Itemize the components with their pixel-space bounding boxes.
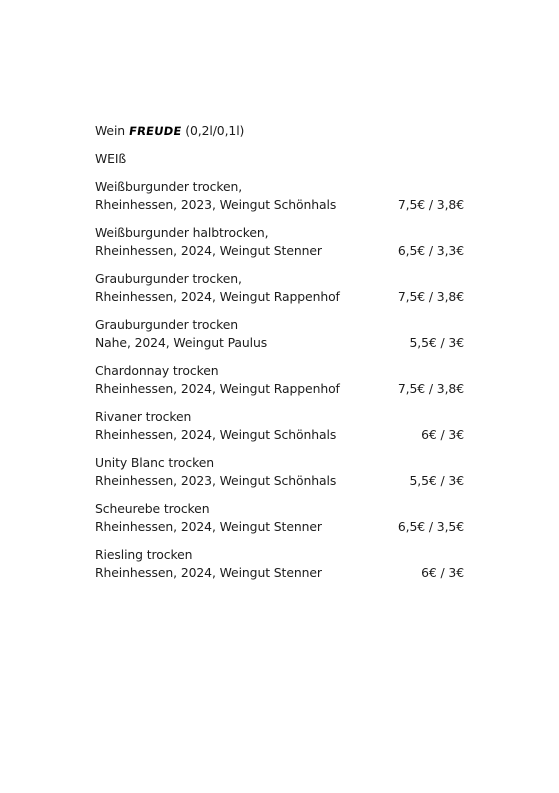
wine-price: 6€ / 3€ xyxy=(421,565,464,580)
wine-name: Grauburgunder trocken xyxy=(95,317,239,332)
wine-origin: Rheinhessen, 2024, Weingut Rappenhof xyxy=(95,381,340,396)
wine-origin-row xyxy=(95,242,464,260)
wine-price: 6,5€ / 3,5€ xyxy=(397,519,464,534)
wine-origin-row xyxy=(95,426,464,444)
wine-item xyxy=(95,224,464,260)
wine-item xyxy=(95,408,464,444)
wine-origin: Rheinhessen, 2023, Weingut Schönhals xyxy=(95,473,337,488)
wine-item xyxy=(95,178,464,214)
heading-sizes: (0,2l/0,1l) xyxy=(185,123,245,138)
wine-origin: Rheinhessen, 2024, Weingut Schönhals xyxy=(95,427,337,442)
wine-item xyxy=(95,316,464,352)
wine-origin-row xyxy=(95,196,464,214)
wine-origin-row xyxy=(95,288,464,306)
wine-price: 7,5€ / 3,8€ xyxy=(397,197,464,212)
wine-origin-row xyxy=(95,564,464,582)
brand-logo: FREUDE xyxy=(127,124,183,138)
wine-list xyxy=(95,178,464,582)
wine-price: 7,5€ / 3,8€ xyxy=(397,381,464,396)
wine-origin: Nahe, 2024, Weingut Paulus xyxy=(95,335,268,350)
wine-origin: Rheinhessen, 2023, Weingut Schönhals xyxy=(95,197,337,212)
wine-name: Grauburgunder trocken, xyxy=(95,271,242,286)
wine-price: 6,5€ / 3,3€ xyxy=(397,243,464,258)
wine-origin: Rheinhessen, 2024, Weingut Rappenhof xyxy=(95,289,340,304)
wine-origin: Rheinhessen, 2024, Weingut Stenner xyxy=(95,565,322,580)
wine-name: Unity Blanc trocken xyxy=(95,455,215,470)
wine-name: Chardonnay trocken xyxy=(95,363,219,378)
wine-item xyxy=(95,454,464,490)
section-title: WEIß xyxy=(95,151,127,166)
wine-item xyxy=(95,546,464,582)
menu-heading xyxy=(95,122,464,140)
wine-name: Riesling trocken xyxy=(95,547,193,562)
wine-item xyxy=(95,500,464,536)
wine-name: Weißburgunder halbtrocken, xyxy=(95,225,269,240)
wine-name: Rivaner trocken xyxy=(95,409,192,424)
wine-origin-row xyxy=(95,472,464,490)
wine-price: 7,5€ / 3,8€ xyxy=(397,289,464,304)
wine-item xyxy=(95,270,464,306)
wine-price: 5,5€ / 3€ xyxy=(409,335,464,350)
wine-name: Scheurebe trocken xyxy=(95,501,210,516)
wine-menu xyxy=(95,122,464,582)
wine-origin: Rheinhessen, 2024, Weingut Stenner xyxy=(95,243,322,258)
wine-name: Weißburgunder trocken, xyxy=(95,179,243,194)
wine-item xyxy=(95,362,464,398)
wine-origin: Rheinhessen, 2024, Weingut Stenner xyxy=(95,519,322,534)
wine-origin-row xyxy=(95,380,464,398)
wine-price: 6€ / 3€ xyxy=(421,427,464,442)
heading-prefix: Wein xyxy=(95,123,126,138)
wine-origin-row xyxy=(95,518,464,536)
wine-origin-row xyxy=(95,334,464,352)
wine-price: 5,5€ / 3€ xyxy=(409,473,464,488)
